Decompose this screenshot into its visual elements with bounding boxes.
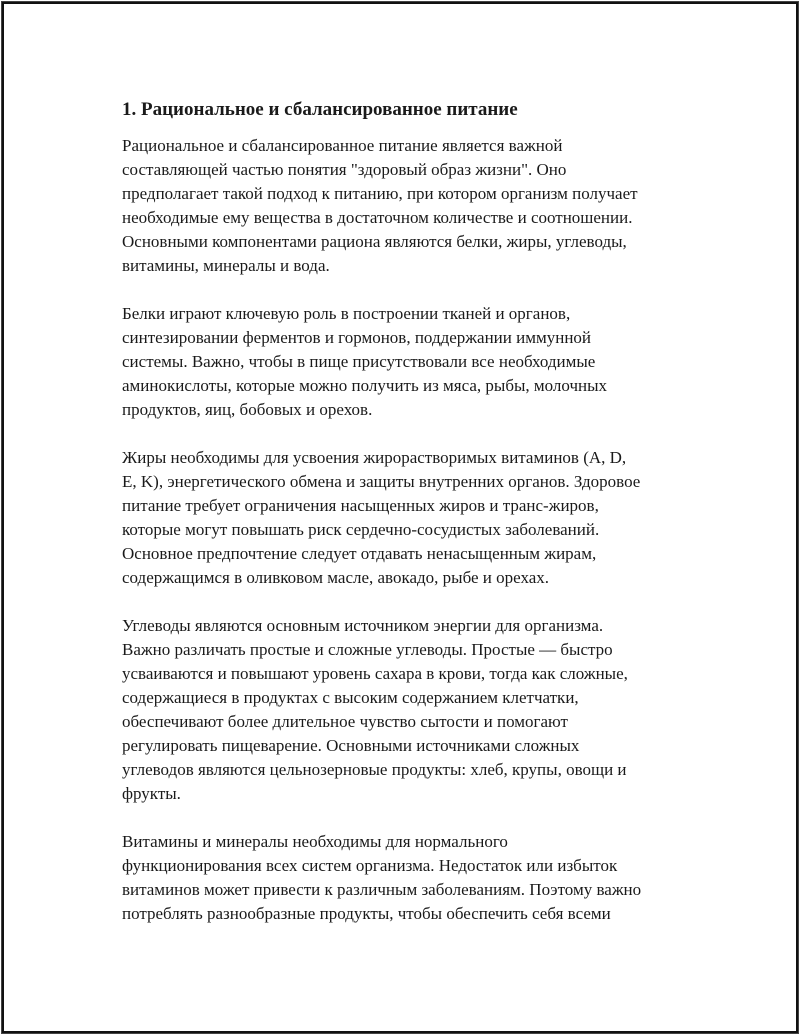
paragraph-fats [122, 446, 702, 590]
text-line: Жиры необходимы для усвоения жирорастворимых витаминов (A, D, [122, 448, 627, 467]
text-line: витамины, минералы и вода. [122, 256, 330, 275]
paragraph-vitamins [122, 830, 702, 926]
paragraph-intro [122, 134, 702, 278]
text-line: потреблять разнообразные продукты, чтобы обеспечить себя всеми [122, 904, 611, 923]
text-line: составляющей частью понятия "здоровый образ жизни". Оно [122, 160, 567, 179]
paragraph-carbohydrates [122, 614, 702, 806]
text-line: необходимые ему вещества в достаточном количестве и соотношении. [122, 208, 633, 227]
text-line: которые могут повышать риск сердечно-сосудистых заболеваний. [122, 520, 600, 539]
text-line: Углеводы являются основным источником энергии для организма. [122, 616, 604, 635]
section-heading: 1. Рациональное и сбалансированное питание [122, 99, 518, 120]
text-line: E, K), энергетического обмена и защиты внутренних органов. Здоровое [122, 472, 641, 491]
text-line: питание требует ограничения насыщенных жиров и транс-жиров, [122, 496, 599, 515]
text-line: фрукты. [122, 784, 181, 803]
text-line: Важно различать простые и сложные углеводы. Простые — быстро [122, 640, 613, 659]
text-line: синтезировании ферментов и гормонов, поддержании иммунной [122, 328, 592, 347]
text-line: Основными компонентами рациона являются белки, жиры, углеводы, [122, 232, 627, 251]
text-line: углеводов являются цельнозерновые продукты: хлеб, крупы, овощи и [122, 760, 627, 779]
text-line: Рациональное и сбалансированное питание является важной [122, 136, 563, 155]
text-line: усваиваются и повышают уровень сахара в крови, тогда как сложные, [122, 664, 628, 683]
text-line: регулировать пищеварение. Основными источниками сложных [122, 736, 580, 755]
text-line: обеспечивают более длительное чувство сытости и помогают [122, 712, 568, 731]
text-line: Белки играют ключевую роль в построении тканей и органов, [122, 304, 571, 323]
document-body [122, 98, 702, 950]
text-line: содержащиеся в продуктах с высоким содержанием клетчатки, [122, 688, 579, 707]
text-line: Основное предпочтение следует отдавать ненасыщенным жирам, [122, 544, 597, 563]
page-frame [2, 2, 798, 1033]
paragraph-proteins [122, 302, 702, 422]
text-line: предполагает такой подход к питанию, при котором организм получает [122, 184, 638, 203]
text-line: системы. Важно, чтобы в пище присутствовали все необходимые [122, 352, 596, 371]
text-line: витаминов может привести к различным заболеваниям. Поэтому важно [122, 880, 642, 899]
text-line: функционирования всех систем организма. Недостаток или избыток [122, 856, 618, 875]
text-line: продуктов, яиц, бобовых и орехов. [122, 400, 373, 419]
text-line: аминокислоты, которые можно получить из мяса, рыбы, молочных [122, 376, 608, 395]
text-line: Витамины и минералы необходимы для нормального [122, 832, 508, 851]
text-line: содержащимся в оливковом масле, авокадо, рыбе и орехах. [122, 568, 550, 587]
